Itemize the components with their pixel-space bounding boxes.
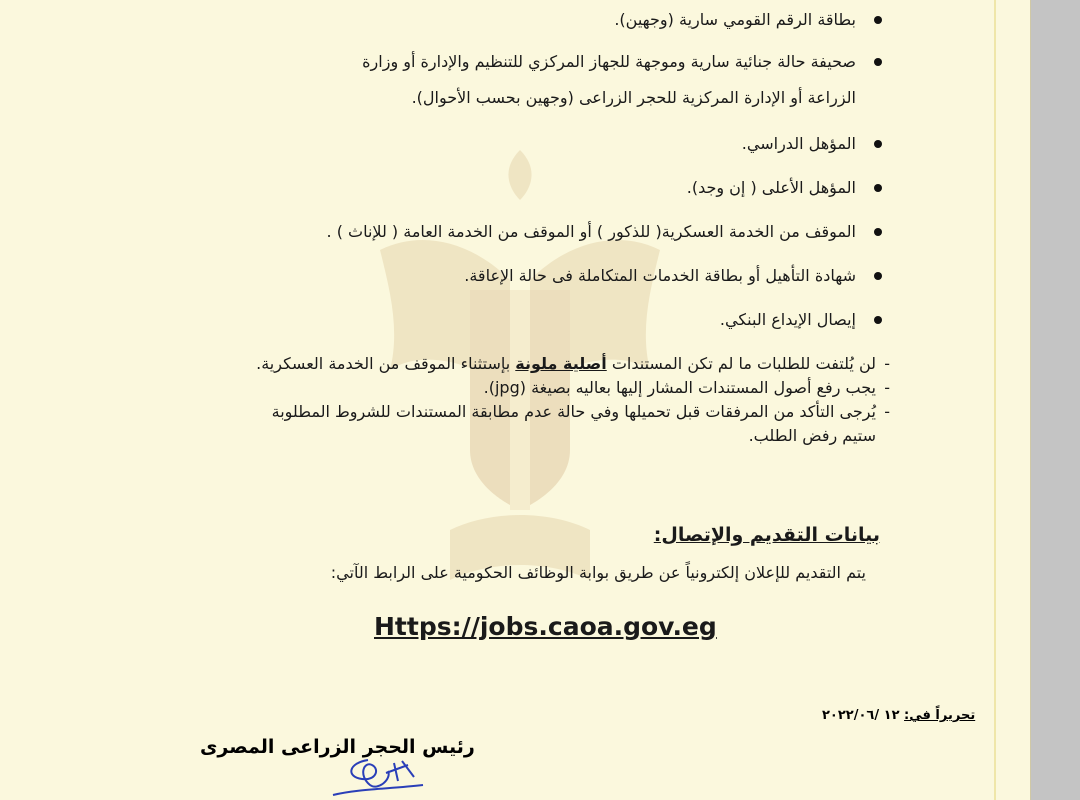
list-item-text: الموقف من الخدمة العسكرية( للذكور ) أو الموقف من الخدمة العامة ( للإناث ) . [326,222,856,241]
list-item [190,44,890,80]
list-item [190,170,890,206]
bullet-icon [874,184,882,192]
bullet-icon [874,272,882,280]
list-item-continuation [190,80,890,116]
list-item [190,258,890,294]
list-item [190,302,890,338]
list-item-text: إيصال الإيداع البنكي. [719,310,856,329]
written-label: تحريراً في: [904,708,976,723]
list-item-text: صحيفة حالة جنائية سارية وموجهة للجهاز المركزي للتنظيم والإدارة أو وزارة [362,52,856,71]
note-original-documents: - لن يُلتفت للطلبات ما لم تكن المستندات أصلية ملونة بإستثناء الموقف من الخدمة العسكرية. [256,354,890,373]
note-text: لن يُلتفت للطلبات ما لم تكن المستندات [611,354,876,373]
note-text: بإستثناء الموقف من الخدمة العسكرية. [256,354,511,373]
written-on [822,708,975,723]
bullet-icon [874,316,882,324]
list-item-text: المؤهل الدراسي. [741,134,856,153]
list-item-text: بطاقة الرقم القومي سارية (وجهين). [614,10,856,29]
list-item [190,126,890,162]
list-item-text: شهادة التأهيل أو بطاقة الخدمات المتكاملة فى حالة الإعاقة. [464,266,856,285]
list-item-text: الزراعة أو الإدارة المركزية للحجر الزراعى (وجهين بحسب الأحوال). [411,88,856,107]
list-item-text: المؤهل الأعلى ( إن وجد). [686,178,856,197]
note-verify-attachments: - يُرجى التأكد من المرفقات قبل تحميلها وفي حالة عدم مطابقة المستندات للشروط المطلوبة ستيم رفض الطلب. [271,402,890,445]
jobs-portal-link[interactable]: Https://jobs.caoa.gov.eg [374,612,717,641]
bullet-icon [874,16,882,24]
notes-section [200,352,890,448]
signature-icon [328,755,428,800]
application-heading: بيانات التقديم والإتصال: [653,524,880,546]
bullet-icon [874,228,882,236]
note-emphasis: أصلية ملونة [515,354,607,373]
list-item [190,214,890,250]
bullet-icon [874,58,882,66]
signer-title: رئيس الحجر الزراعى المصرى [200,736,475,758]
written-date: ١٢ /٢٠٢٢/٠٦ [822,708,900,723]
list-item [190,2,890,38]
application-text: يتم التقديم للإعلان إلكترونياً عن طريق بوابة الوظائف الحكومية على الرابط الآتي: [330,563,866,582]
page-edge-line [994,0,996,800]
bullet-icon [874,140,882,148]
note-upload-format: - يجب رفع أصول المستندات المشار إليها بعاليه بصيغة (jpg). [483,378,890,397]
note-text: يُرجى التأكد من المرفقات قبل تحميلها وفي حالة عدم مطابقة المستندات للشروط المطلوبة ستيم رفض الطلب. [271,402,876,445]
note-text: يجب رفع أصول المستندات المشار إليها بعاليه بصيغة (jpg). [483,378,876,397]
